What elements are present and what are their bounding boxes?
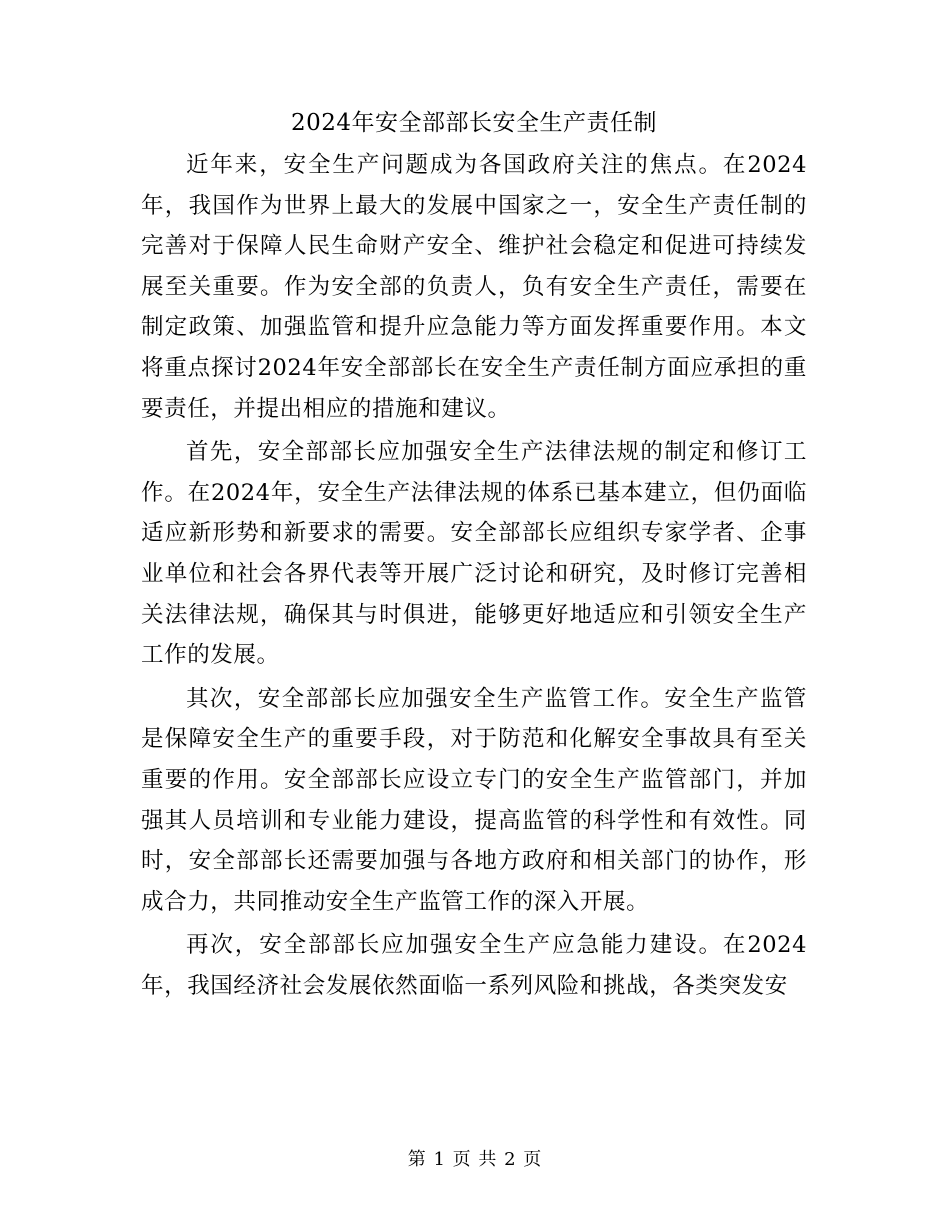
document-body (141, 103, 807, 1009)
paragraph-supervision: 其次，安全部部长应加强安全生产监管工作。安全生产监管是保障安全生产的重要手段，对于防范和化解安全事故具有至关重要的作用。安全部部长应设立专门的安全生产监管部门，并加强其人员培训和专业能力建设，提高监管的科学性和有效性。同时，安全部部长还需要加强与各地方政府和相关部门的协作，形成合力，共同推动安全生产监管工作的深入开展。 (141, 685, 807, 915)
paragraph-legislation: 首先，安全部部长应加强安全生产法律法规的制定和修订工作。在2024年，安全生产法律法规的体系已基本建立，但仍面临适应新形势和新要求的需要。安全部部长应组织专家学者、企事业单位和社会各界代表等开展广泛讨论和研究，及时修订完善相关法律法规，确保其与时俱进，能够更好地适应和引领安全生产工作的发展。 (141, 439, 807, 669)
paragraph-emergency: 再次，安全部部长应加强安全生产应急能力建设。在2024年，我国经济社会发展依然面临一系列风险和挑战，各类突发安 (141, 932, 807, 999)
page-number-footer: 第 1 页 共 2 页 (407, 1149, 543, 1170)
paragraph-intro: 近年来，安全生产问题成为各国政府关注的焦点。在2024年，我国作为世界上最大的发展中国家之一，安全生产责任制的完善对于保障人民生命财产安全、维护社会稳定和促进可持续发展至关重要。作为安全部的负责人，负有安全生产责任，需要在制定政策、加强监管和提升应急能力等方面发挥重要作用。本文将重点探讨2024年安全部部长在安全生产责任制方面应承担的重要责任，并提出相应的措施和建议。 (141, 152, 807, 422)
document-title: 2024年安全部部长安全生产责任制 (290, 110, 658, 136)
